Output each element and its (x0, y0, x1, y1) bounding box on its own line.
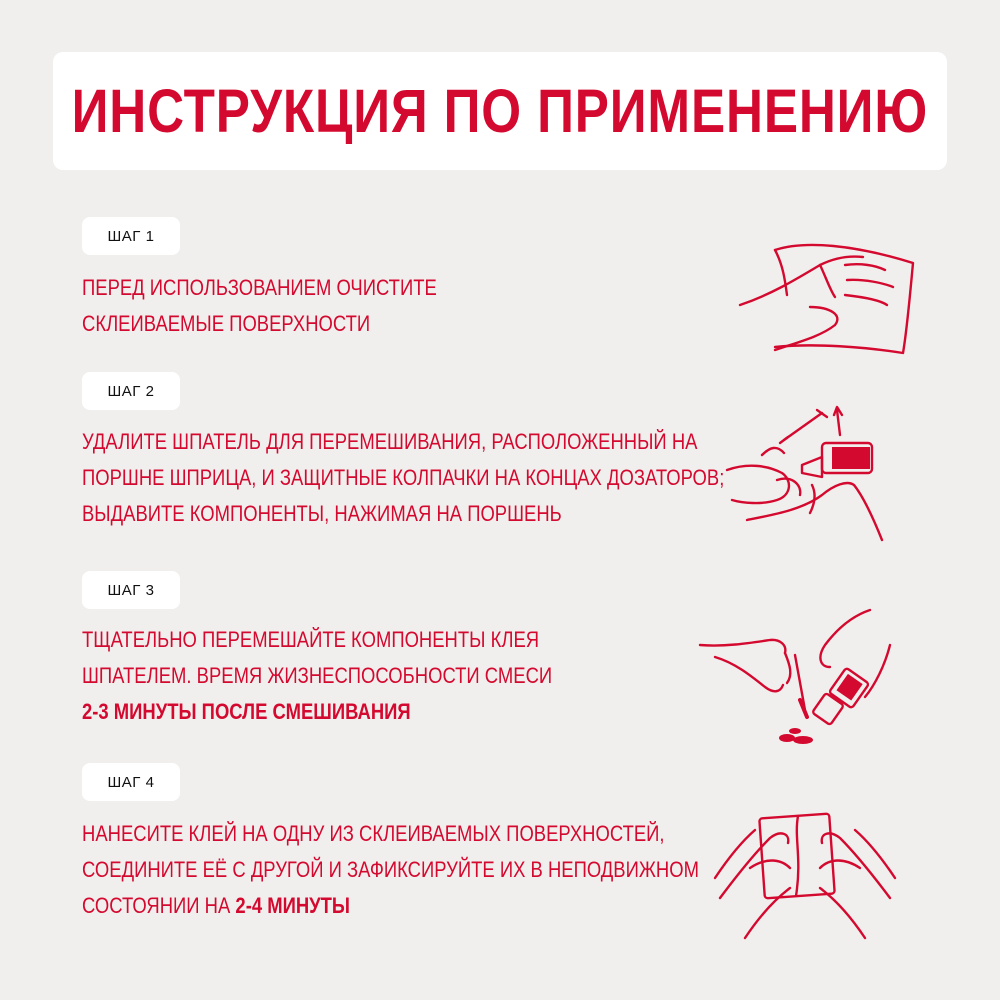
step-text-line: НАНЕСИТЕ КЛЕЙ НА ОДНУ ИЗ СКЛЕИВАЕМЫХ ПОВЕРХНОСТЕЙ, (82, 821, 665, 846)
hands-syringe-icon (722, 395, 892, 545)
step-text-line: СОЕДИНИТЕ ЕЁ С ДРУГОЙ И ЗАФИКСИРУЙТЕ ИХ В НЕПОДВИЖНОМ (82, 857, 699, 882)
step-badge: ШАГ 2 (82, 372, 180, 410)
step-text-highlight: 2-3 МИНУТЫ ПОСЛЕ СМЕШИВАНИЯ (82, 699, 411, 724)
step-text-line: ШПАТЕЛЕМ. ВРЕМЯ ЖИЗНЕСПОСОБНОСТИ СМЕСИ (82, 663, 553, 688)
step-text-line: ПЕРЕД ИСПОЛЬЗОВАНИЕМ ОЧИСТИТЕ (82, 275, 437, 300)
step-text-line: ТЩАТЕЛЬНО ПЕРЕМЕШАЙТЕ КОМПОНЕНТЫ КЛЕЯ (82, 627, 540, 652)
step-text (82, 270, 607, 342)
step-text-line: СКЛЕИВАЕМЫЕ ПОВЕРХНОСТИ (82, 311, 371, 336)
step-text-line: УДАЛИТЕ ШПАТЕЛЬ ДЛЯ ПЕРЕМЕШИВАНИЯ, РАСПОЛОЖЕННЫЙ НА (82, 429, 698, 454)
hands-pressing-icon (710, 808, 900, 948)
step-text-line (82, 888, 607, 924)
step-text-line: ПОРШНЕ ШПРИЦА, И ЗАЩИТНЫЕ КОЛПАЧКИ НА КОНЦАХ ДОЗАТОРОВ; (82, 465, 725, 490)
page-title: ИНСТРУКЦИЯ ПО ПРИМЕНЕНИЮ (71, 77, 929, 145)
step-text-highlight: 2-4 МИНУТЫ (235, 893, 350, 918)
step-text-plain: СОСТОЯНИИ НА (82, 893, 236, 918)
hands-mixing-icon (695, 605, 895, 755)
step-badge: ШАГ 1 (82, 217, 180, 255)
step-badge: ШАГ 3 (82, 571, 180, 609)
step-text (82, 424, 725, 532)
step-text-line: ВЫДАВИТЕ КОМПОНЕНТЫ, НАЖИМАЯ НА ПОРШЕНЬ (82, 501, 562, 526)
hand-wiping-cloth-icon (735, 235, 925, 360)
step-badge: ШАГ 4 (82, 763, 180, 801)
title-banner (53, 52, 947, 170)
step-text (82, 816, 699, 924)
step-text (82, 622, 607, 730)
